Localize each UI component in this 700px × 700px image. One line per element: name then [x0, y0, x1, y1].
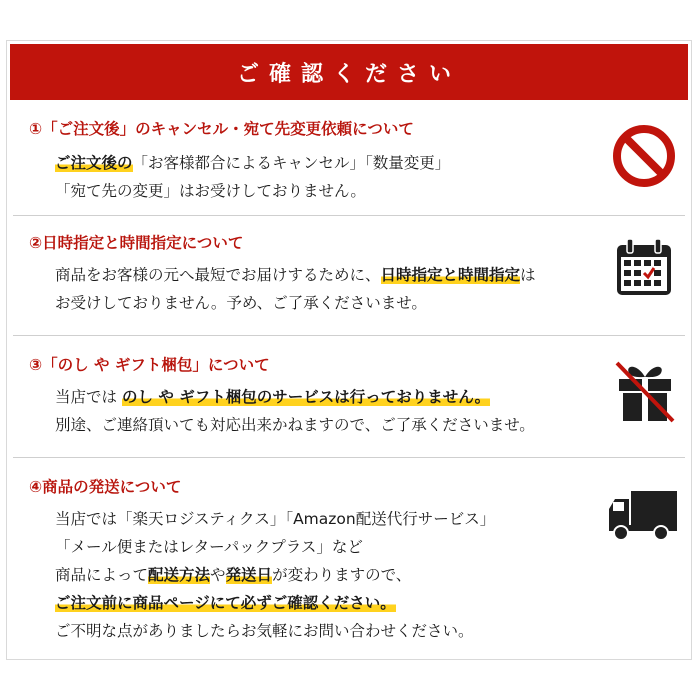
section-4-highlight-method: 配送方法 — [148, 566, 211, 584]
delivery-truck-icon — [607, 487, 679, 543]
section-4-line-3 — [55, 563, 411, 585]
section-1-line-2: 「宛て先の変更」はお受けしておりません。 — [55, 182, 366, 200]
section-2-title: ②日時指定と時間指定について — [29, 234, 244, 252]
section-3-highlight: のし や ギフト梱包のサービスは行っておりません。 — [121, 388, 491, 406]
section-1-title: ①「ご注文後」のキャンセル・宛て先変更依頼について — [29, 120, 414, 138]
section-1-line-1-text: 「お客様都合によるキャンセル」「数量変更」 — [132, 154, 451, 172]
section-3-line-1-text: 当店では — [55, 388, 118, 406]
section-1-line-1 — [55, 151, 450, 173]
section-2-line-1-tail: は — [520, 266, 536, 284]
section-4-highlight-date: 発送日 — [225, 566, 273, 584]
section-1-highlight: ご注文後の — [55, 154, 133, 172]
prohibited-icon — [611, 123, 677, 189]
section-4-highlight-confirm: ご注文前に商品ページにて必ずご確認ください。 — [55, 594, 396, 612]
notice-frame — [6, 40, 692, 660]
section-2-line-1-text: 商品をお客様の元へ最短でお届けするために、 — [55, 266, 381, 284]
divider — [13, 457, 685, 458]
section-4-line-5: ご不明な点がありましたらお気軽にお問い合わせください。 — [55, 622, 474, 640]
section-4-line-4 — [55, 591, 396, 613]
section-4-line-3-text: 商品によって — [55, 566, 149, 584]
section-4-line-2: 「メール便またはレターパックプラス」など — [55, 538, 363, 556]
section-2-highlight: 日時指定と時間指定 — [380, 266, 521, 284]
section-4-line-1: 当店では「楽天ロジスティクス」「Amazon配送代行サービス」 — [55, 510, 496, 528]
section-2-line-2: お受けしておりません。予め、ご了承くださいませ。 — [55, 294, 427, 312]
section-4-line-3-tail: が変わりますので、 — [272, 566, 412, 584]
notice-banner: ご確認ください — [10, 44, 688, 100]
divider — [13, 215, 685, 216]
calendar-check-icon — [613, 235, 675, 299]
divider — [13, 335, 685, 336]
section-2-line-1 — [55, 263, 536, 285]
section-3-line-2: 別途、ご連絡頂いても対応出来かねますので、ご了承くださいませ。 — [55, 416, 535, 434]
section-4-line-3-and: や — [210, 566, 226, 584]
no-gift-icon — [613, 359, 677, 425]
section-3-title: ③「のし や ギフト梱包」について — [29, 356, 270, 374]
section-3-line-1 — [55, 385, 490, 407]
section-4-title: ④商品の発送について — [29, 478, 182, 496]
